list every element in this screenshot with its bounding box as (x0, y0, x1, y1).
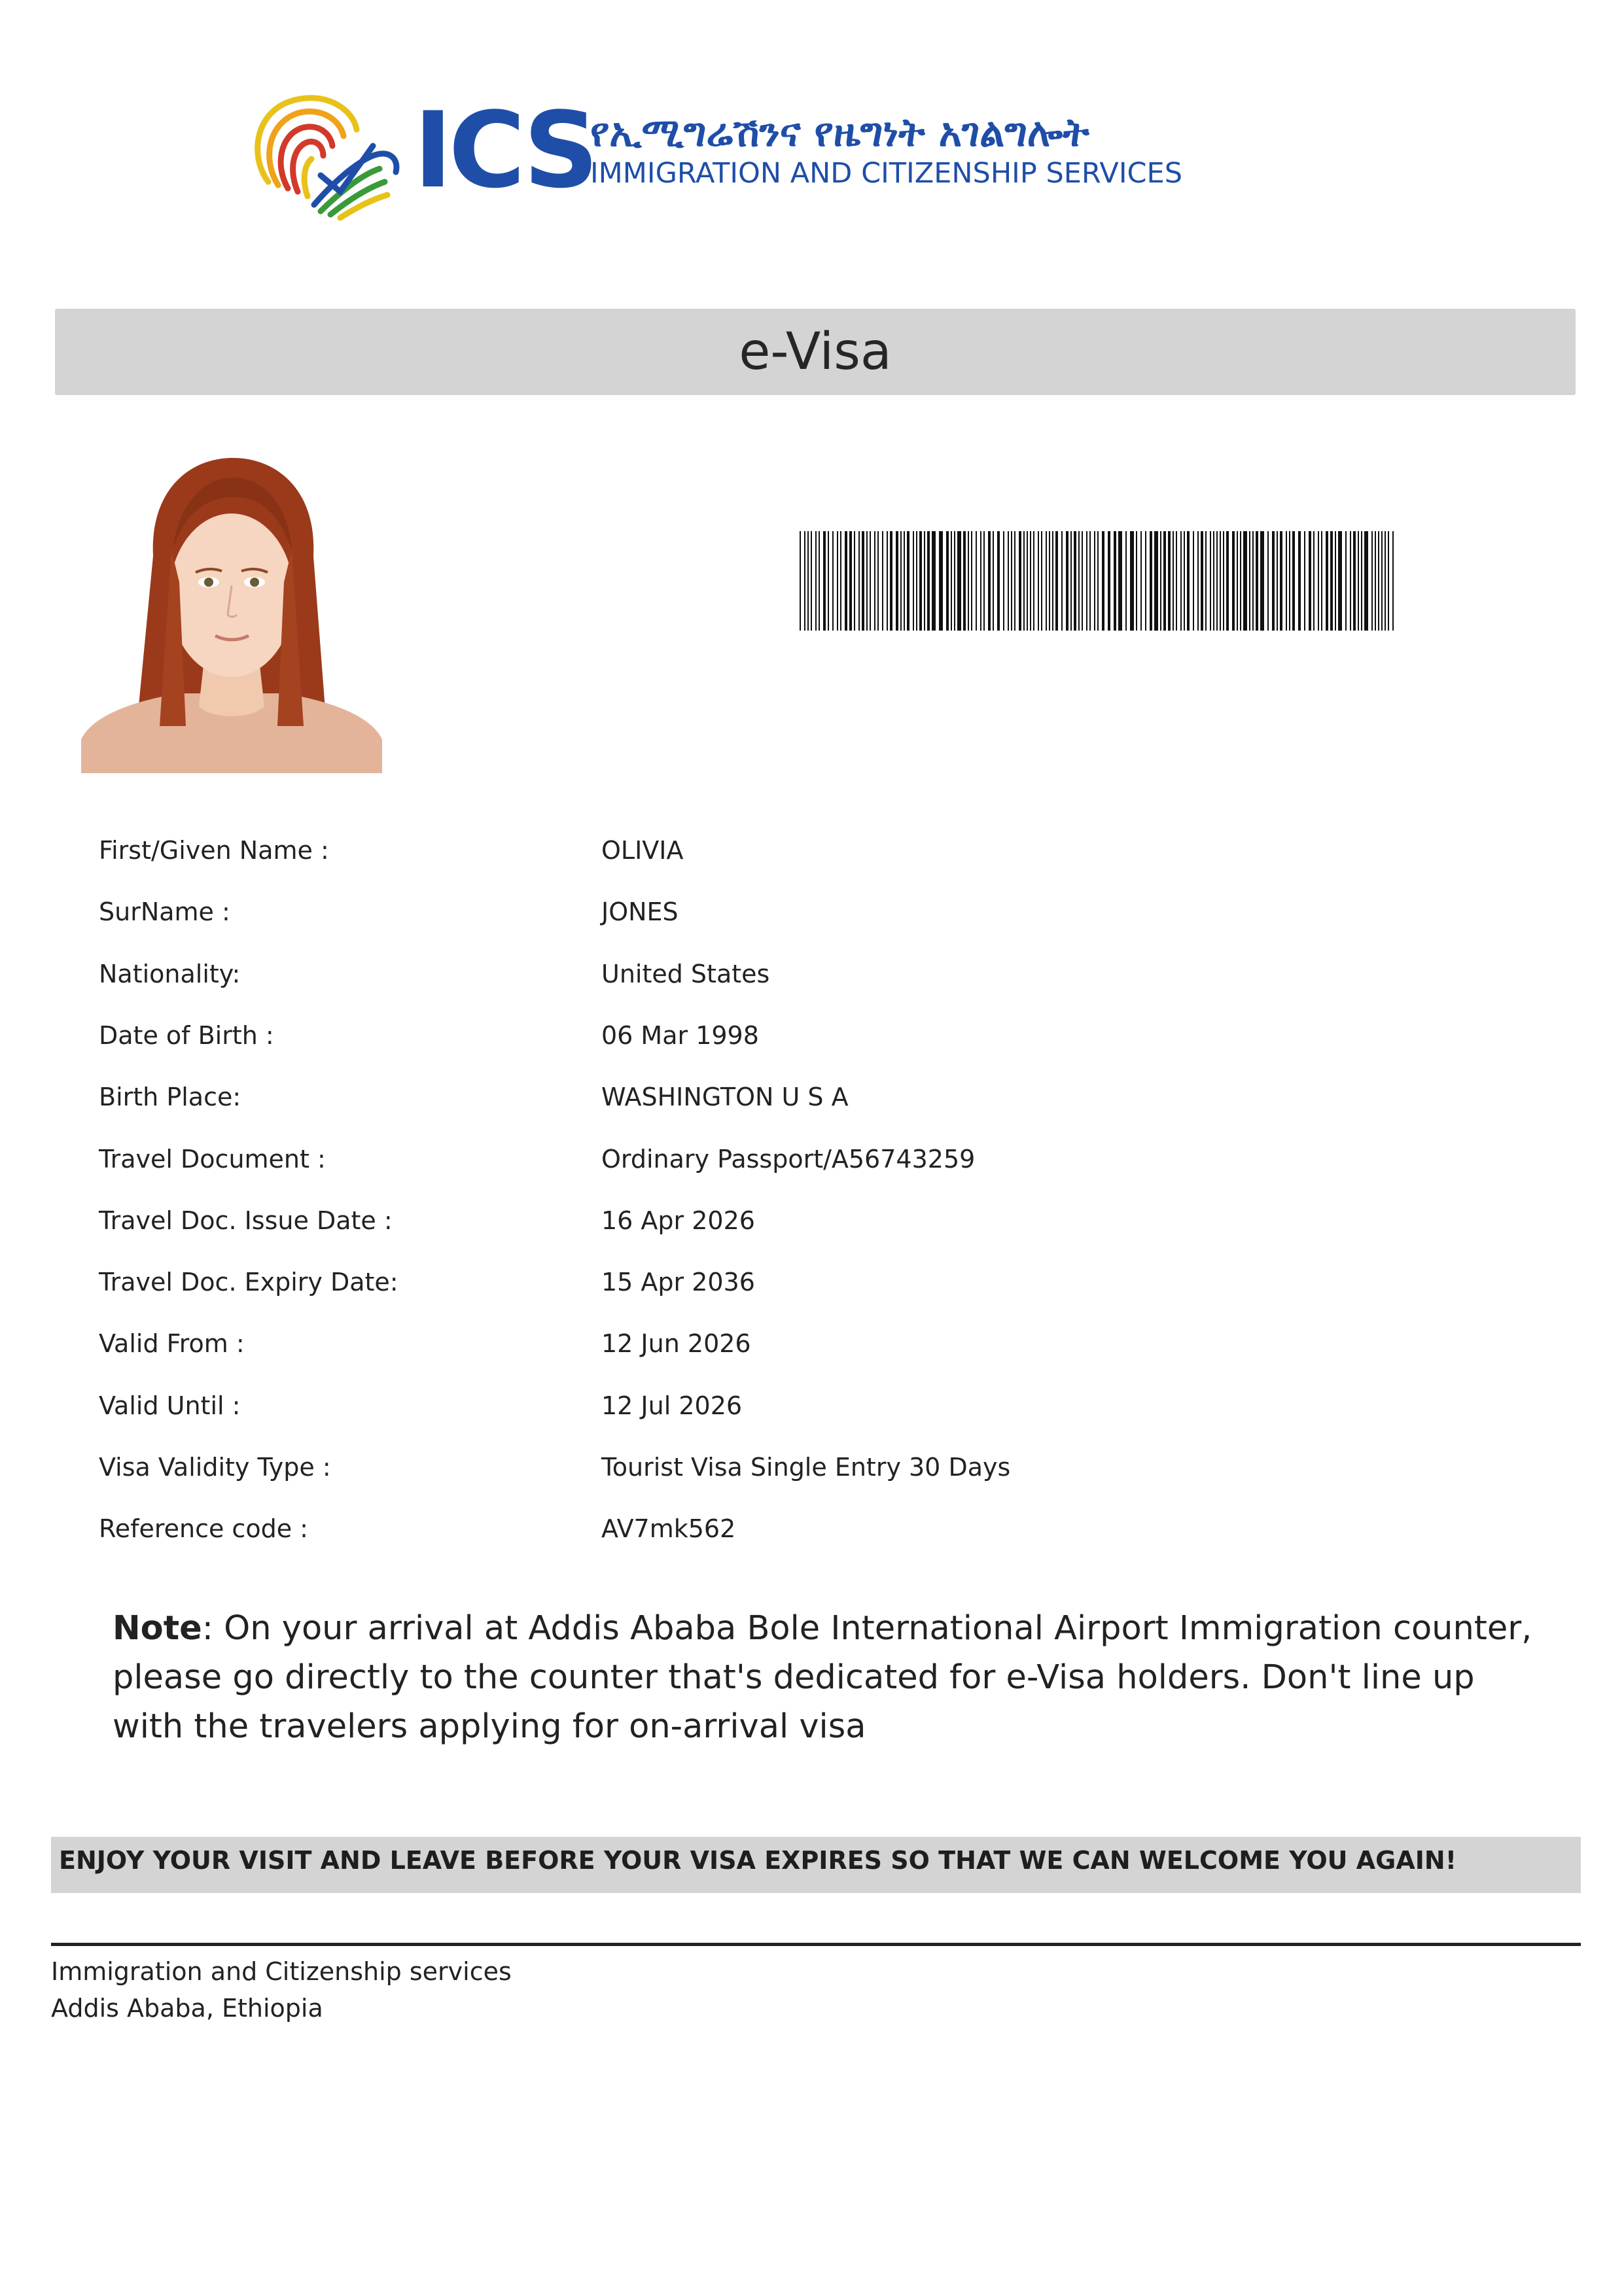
footer-divider (51, 1943, 1581, 1946)
logo-abbrev: ICS (414, 89, 595, 211)
barcode (800, 531, 1397, 631)
field-label: Date of Birth : (99, 1020, 274, 1050)
field-value: Ordinary Passport/A56743259 (601, 1144, 976, 1174)
field-value: WASHINGTON U S A (601, 1083, 849, 1112)
field-label: First/Given Name : (99, 836, 329, 865)
field-label: Birth Place: (99, 1083, 241, 1112)
note-text: : On your arrival at Addis Ababa Bole International Airport Immigration counter, please go directly to the counter that's dedicated for e-Visa holders. Don't line up with the travelers applying for on-arrival visa (113, 1609, 1532, 1746)
field-value: Tourist Visa Single Entry 30 Days (601, 1453, 1011, 1482)
field-label: Travel Doc. Issue Date : (99, 1206, 393, 1235)
field-label: Valid Until : (99, 1391, 241, 1420)
title-bar (55, 309, 1576, 395)
arrival-note (113, 1604, 1539, 1751)
field-value: JONES (601, 897, 679, 927)
farewell-text: ENJOY YOUR VISIT AND LEAVE BEFORE YOUR VISA EXPIRES SO THAT WE CAN WELCOME YOU AGAIN! (59, 1846, 1457, 1875)
field-value: AV7mk562 (601, 1514, 736, 1544)
applicant-photo (81, 451, 382, 773)
logo-amharic-name: የኢሚግሬሽንና የዜግነት አገልግሎት (590, 110, 1089, 156)
field-label: Visa Validity Type : (99, 1453, 331, 1482)
field-value: United States (601, 959, 770, 988)
field-label: Travel Document : (99, 1144, 326, 1174)
ics-logo (242, 84, 1183, 221)
field-value: OLIVIA (601, 836, 684, 865)
field-value: 12 Jul 2026 (601, 1391, 743, 1420)
field-value: 12 Jun 2026 (601, 1329, 751, 1359)
document-title: e-Visa (739, 322, 892, 381)
farewell-bar (51, 1837, 1581, 1893)
fingerprint-logo-icon (242, 84, 406, 221)
field-value: 06 Mar 1998 (601, 1020, 759, 1050)
footer-organization: Immigration and Citizenship services (51, 1957, 512, 1986)
field-label: Reference code : (99, 1514, 308, 1544)
field-label: Valid From : (99, 1329, 245, 1359)
field-value: 15 Apr 2036 (601, 1268, 755, 1297)
field-label: Travel Doc. Expiry Date: (99, 1268, 398, 1297)
note-lead: Note (113, 1609, 202, 1648)
footer-location: Addis Ababa, Ethiopia (51, 1994, 323, 2023)
field-value: 16 Apr 2026 (601, 1206, 755, 1235)
logo-english-name: IMMIGRATION AND CITIZENSHIP SERVICES (590, 157, 1183, 190)
field-label: Nationality: (99, 959, 241, 988)
field-label: SurName : (99, 897, 230, 927)
